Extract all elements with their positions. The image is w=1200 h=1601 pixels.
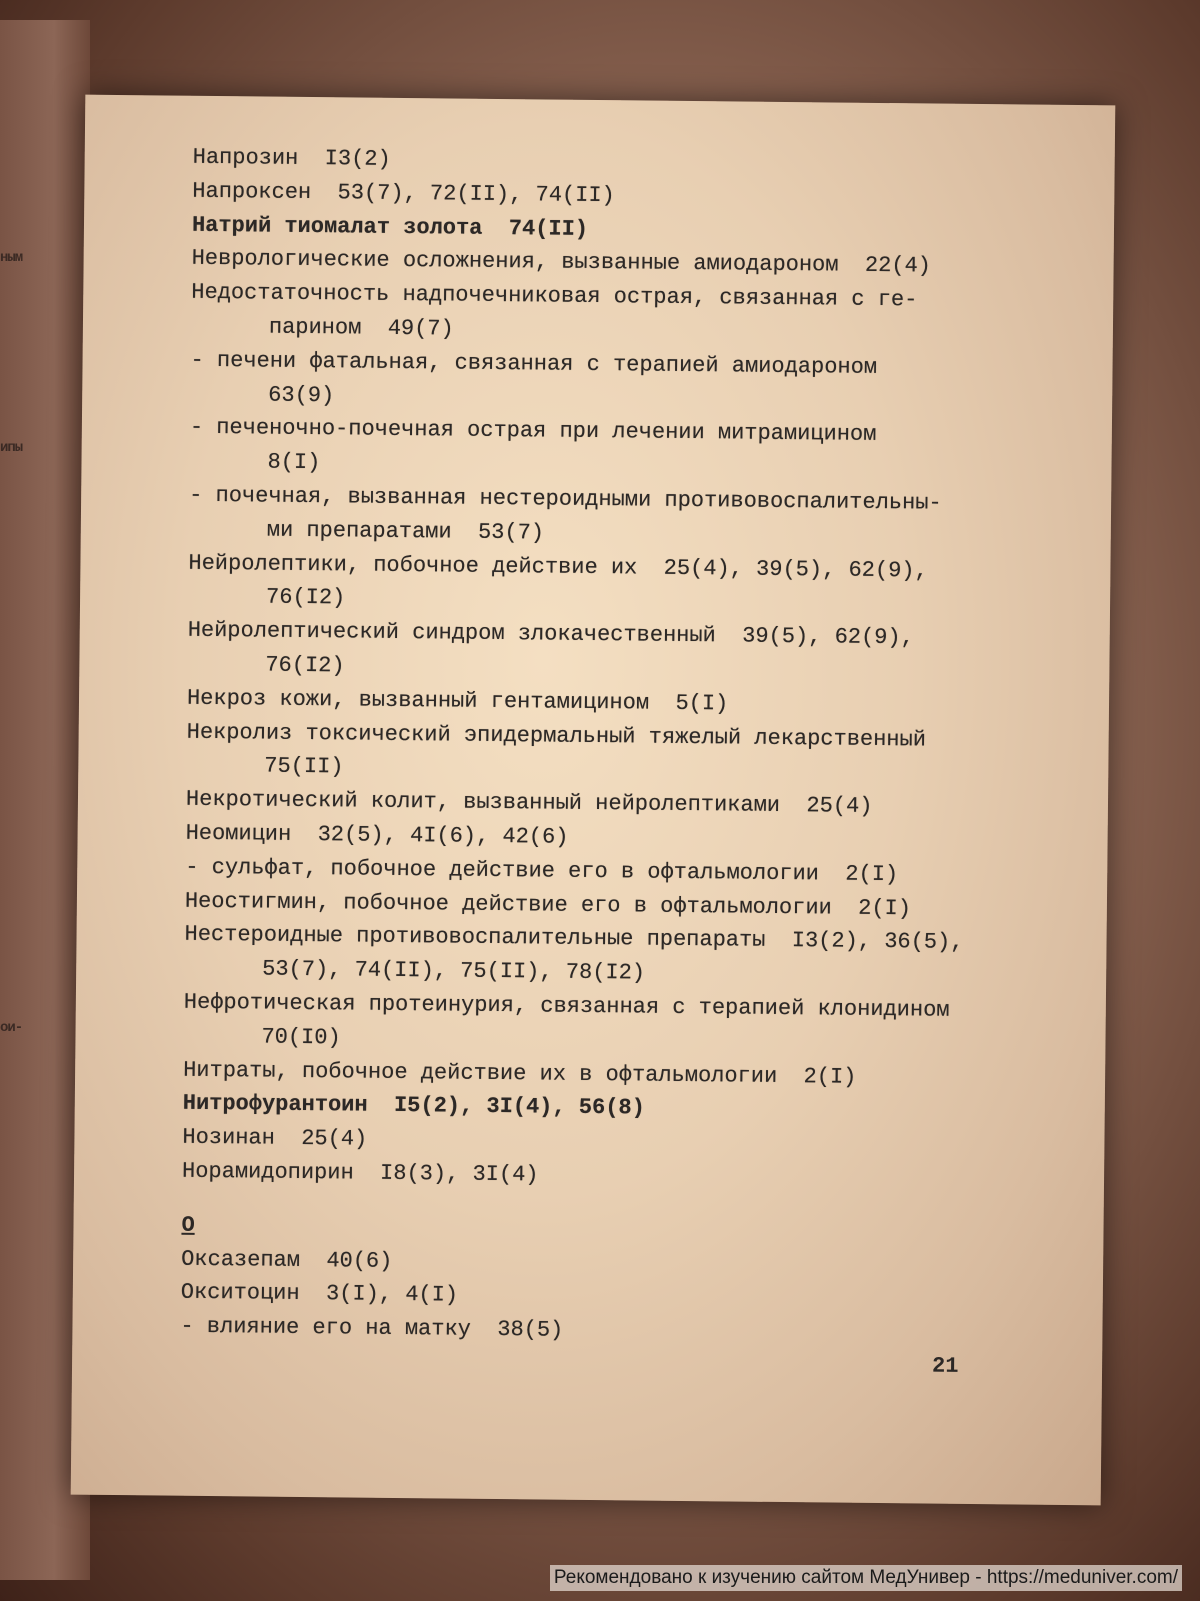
section-letter-heading: О	[181, 1212, 195, 1238]
index-entry-continuation: 76(I2)	[265, 584, 346, 611]
entries-letter-o	[180, 1242, 1081, 1353]
index-entry: Оксазепам 40(6)	[181, 1246, 393, 1274]
page-number: 21	[931, 1353, 959, 1379]
left-page-fragment: ои-	[0, 1020, 23, 1036]
index-entry: - влияние его на матку 38(5)	[180, 1313, 564, 1343]
index-entry: Нитраты, побочное действие их в офтальмологии 2(I)	[183, 1057, 857, 1090]
index-entry: Нозинан 25(4)	[182, 1124, 368, 1152]
index-entries	[180, 141, 1093, 1353]
index-entry: Некроз кожи, вызванный гентамицином 5(I)	[186, 685, 729, 717]
index-entry-continuation: 8(I)	[267, 449, 321, 476]
index-entry-continuation: 75(II)	[264, 753, 344, 780]
index-entry: Нитрофурантоин I5(2), 3I(4), 56(8)	[182, 1091, 645, 1121]
index-entry: Нестероидные противовоспалительные препараты I3(2), 36(5),	[184, 922, 964, 956]
index-entry-continuation: 53(7), 74(II), 75(II), 78(I2)	[262, 956, 646, 986]
index-entry-continuation: 70(I0)	[261, 1024, 341, 1051]
index-entry-continuation: ми препаратами 53(7)	[266, 517, 545, 546]
index-entry: Натрий тиомалат золота 74(II)	[191, 212, 589, 242]
index-entry: Некролиз токсический эпидермальный тяжелый лекарственный	[186, 719, 927, 753]
index-entry: Норамидопирин I8(3), 3I(4)	[181, 1158, 539, 1188]
index-entry: - почечная, вызванная нестероидными противовоспалительны-	[189, 482, 942, 516]
index-entry: Окситоцин 3(I), 4(I)	[180, 1280, 459, 1308]
index-entry: Недостаточность надпочечниковая острая, связанная с ге-	[191, 279, 918, 313]
index-entry: - печеночно-почечная острая при лечении митрамицином	[189, 415, 877, 448]
index-entry: Неврологические осложнения, вызванные амиодароном 22(4)	[191, 246, 932, 279]
index-entry-continuation: 76(I2)	[265, 652, 345, 679]
index-entry-continuation: 63(9)	[268, 382, 335, 408]
index-entry: Некротический колит, вызванный нейролептиками 25(4)	[185, 786, 873, 820]
index-entry-continuation: парином 49(7)	[268, 314, 454, 342]
left-page-fragment: ным	[0, 250, 23, 266]
book-page	[71, 95, 1116, 1506]
index-entry: Неомицин 32(5), 4I(6), 42(6)	[185, 820, 569, 850]
index-entry: - печени фатальная, связанная с терапией амиодароном	[190, 347, 878, 380]
index-entry: Неостигмин, побочное действие его в офтальмологии 2(I)	[184, 888, 912, 921]
index-entry: Напроксен 53(7), 72(II), 74(II)	[192, 178, 615, 208]
index-entry: Нейролептический синдром злокачественный 39(5), 62(9),	[187, 617, 914, 651]
index-entry: Напрозин I3(2)	[192, 144, 391, 172]
watermark-text: Рекомендовано к изучению сайтом МедУнивер - https://meduniver.com/	[550, 1565, 1182, 1591]
index-entry: Нейролептики, побочное действие их 25(4), 39(5), 62(9),	[188, 550, 928, 584]
left-page-fragment: ипы	[0, 440, 23, 456]
index-entry: - сульфат, побочное действие его в офтальмологии 2(I)	[185, 854, 899, 887]
index-entry: Нефротическая протеинурия, связанная с терапией клонидином	[183, 989, 950, 1023]
entries-letter-n	[182, 141, 1093, 1198]
